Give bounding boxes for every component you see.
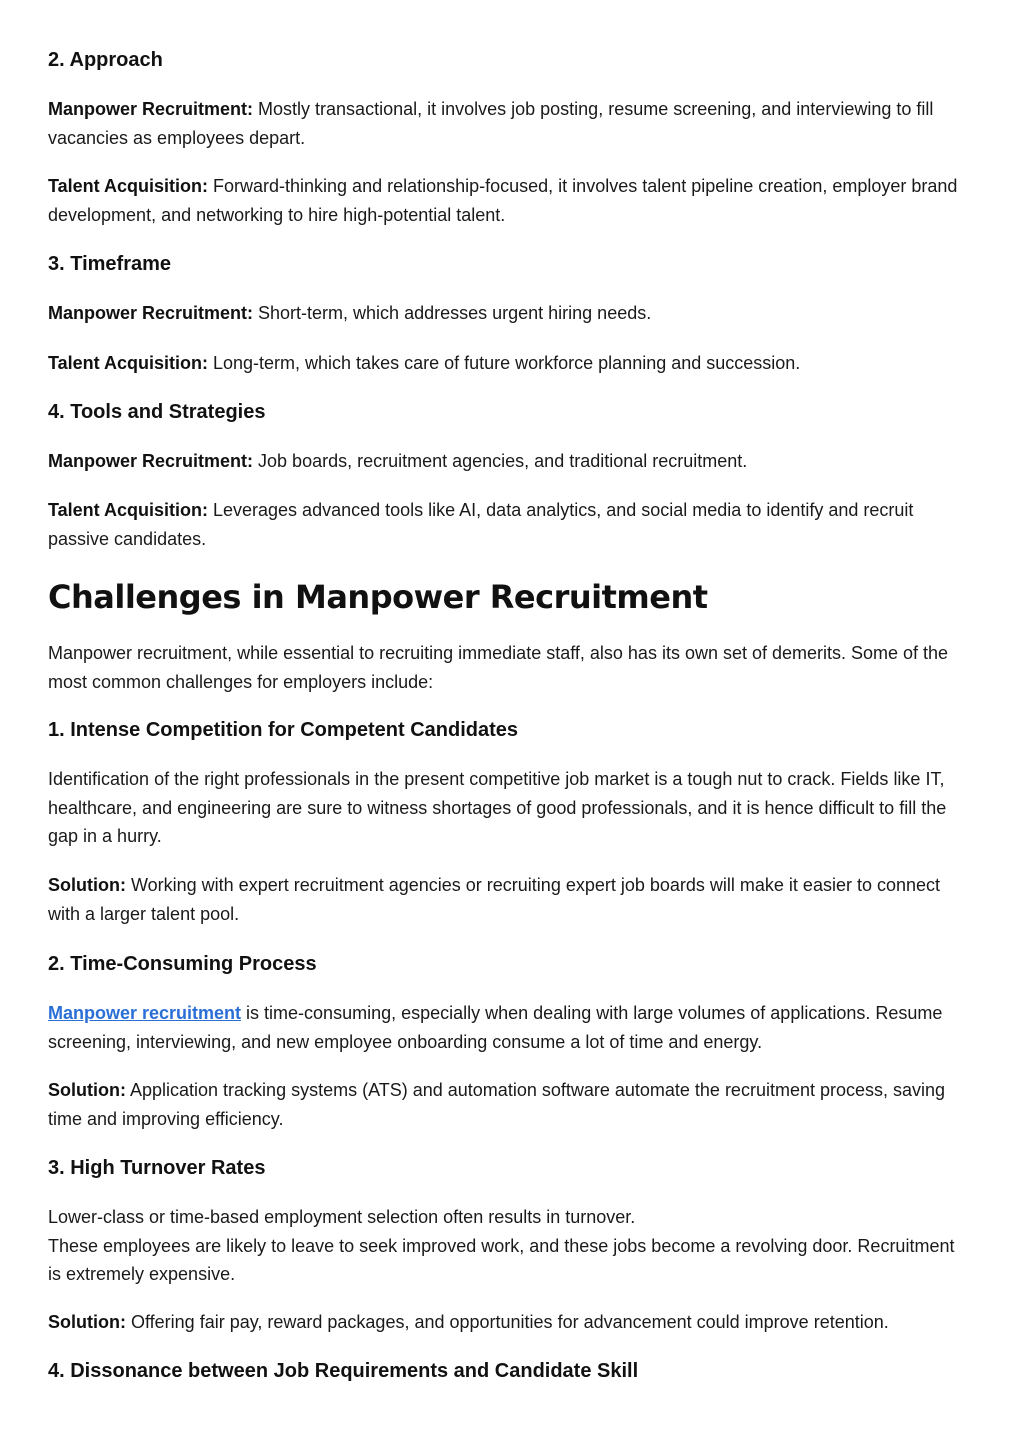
section-heading: 2. Time-Consuming Process (48, 953, 317, 975)
talent-label: Talent Acquisition: (48, 176, 208, 196)
challenge-3-solution (48, 1308, 972, 1337)
solution-text: Application tracking systems (ATS) and automation software automate the recruitment process, saving time and improving efficiency. (48, 1080, 946, 1129)
manpower-label: Manpower Recruitment: (48, 303, 254, 323)
solution-label: Solution: (48, 1080, 126, 1100)
challenge-3-body-line2: These employees are likely to leave to seek improved work, and these jobs become a revolving door. Recruitment is extremely expensive. (48, 1235, 955, 1284)
talent-text: Forward-thinking and relationship-focused, it involves talent pipeline creation, employer brand development, and networking to hire high-potential talent. (48, 176, 958, 225)
challenges-intro-wrap (48, 639, 972, 696)
section-heading: 3. High Turnover Rates (48, 1157, 266, 1179)
talent-text: Long-term, which takes care of future workforce planning and succession. (208, 353, 801, 373)
solution-label: Solution: (48, 875, 126, 895)
section-heading: 4. Tools and Strategies (48, 401, 266, 423)
challenge-1-solution (48, 871, 972, 928)
manpower-recruitment-link[interactable]: Manpower recruitment (48, 1003, 242, 1023)
talent-label: Talent Acquisition: (48, 353, 208, 373)
challenge-4-heading (48, 1357, 972, 1385)
challenges-intro: Manpower recruitment, while essential to recruiting immediate staff, also has its own set of demerits. Some of the most common challenges for employers include: (48, 643, 949, 692)
challenge-1-heading (48, 716, 972, 744)
tools-talent-paragraph (48, 496, 972, 553)
challenge-2-heading (48, 950, 972, 978)
solution-label: Solution: (48, 1312, 126, 1332)
section-heading: 1. Intense Competition for Competent Candidates (48, 719, 519, 741)
manpower-text: Short-term, which addresses urgent hiring needs. (253, 303, 652, 323)
manpower-text: Mostly transactional, it involves job posting, resume screening, and interviewing to fill vacancies as employees depart. (48, 99, 934, 148)
challenge-2-solution (48, 1076, 972, 1133)
tools-heading (48, 398, 972, 426)
tools-manpower-paragraph (48, 447, 972, 476)
challenge-2-body: is time-consuming, especially when dealing with large volumes of applications. Resume screening, interviewing, and new employee onboarding consume a lot of time and energy. (48, 1003, 943, 1052)
challenge-1-body-wrap (48, 765, 972, 851)
manpower-label: Manpower Recruitment: (48, 451, 254, 471)
section-heading: 2. Approach (48, 49, 163, 71)
approach-manpower-paragraph (48, 95, 972, 152)
timeframe-heading (48, 250, 972, 278)
challenges-title: Challenges in Manpower Recruitment (48, 578, 708, 616)
timeframe-talent-paragraph (48, 349, 972, 378)
approach-talent-paragraph (48, 172, 972, 229)
section-heading: 4. Dissonance between Job Requirements and Candidate Skill (48, 1360, 639, 1382)
talent-text: Leverages advanced tools like AI, data analytics, and social media to identify and recruit passive candidates. (48, 500, 914, 549)
solution-text: Working with expert recruitment agencies or recruiting expert job boards will make it easier to connect with a larger talent pool. (48, 875, 941, 924)
challenge-3-body-line1: Lower-class or time-based employment selection often results in turnover. (48, 1207, 636, 1227)
challenge-1-body: Identification of the right professionals in the present competitive job market is a tough nut to crack. Fields like IT, healthcare, and engineering are sure to witness shortages of good professionals, and it is hence difficult to fill the gap in a hurry. (48, 769, 947, 846)
challenge-3-heading (48, 1154, 972, 1182)
challenge-2-body-wrap (48, 999, 972, 1056)
section-heading: 3. Timeframe (48, 253, 172, 275)
manpower-text: Job boards, recruitment agencies, and traditional recruitment. (253, 451, 748, 471)
challenge-3-body-wrap (48, 1203, 972, 1289)
timeframe-manpower-paragraph (48, 299, 972, 328)
talent-label: Talent Acquisition: (48, 500, 208, 520)
approach-heading (48, 46, 972, 74)
challenges-title-wrap (48, 577, 972, 617)
solution-text: Offering fair pay, reward packages, and opportunities for advancement could improve retention. (125, 1312, 889, 1332)
manpower-label: Manpower Recruitment: (48, 99, 254, 119)
